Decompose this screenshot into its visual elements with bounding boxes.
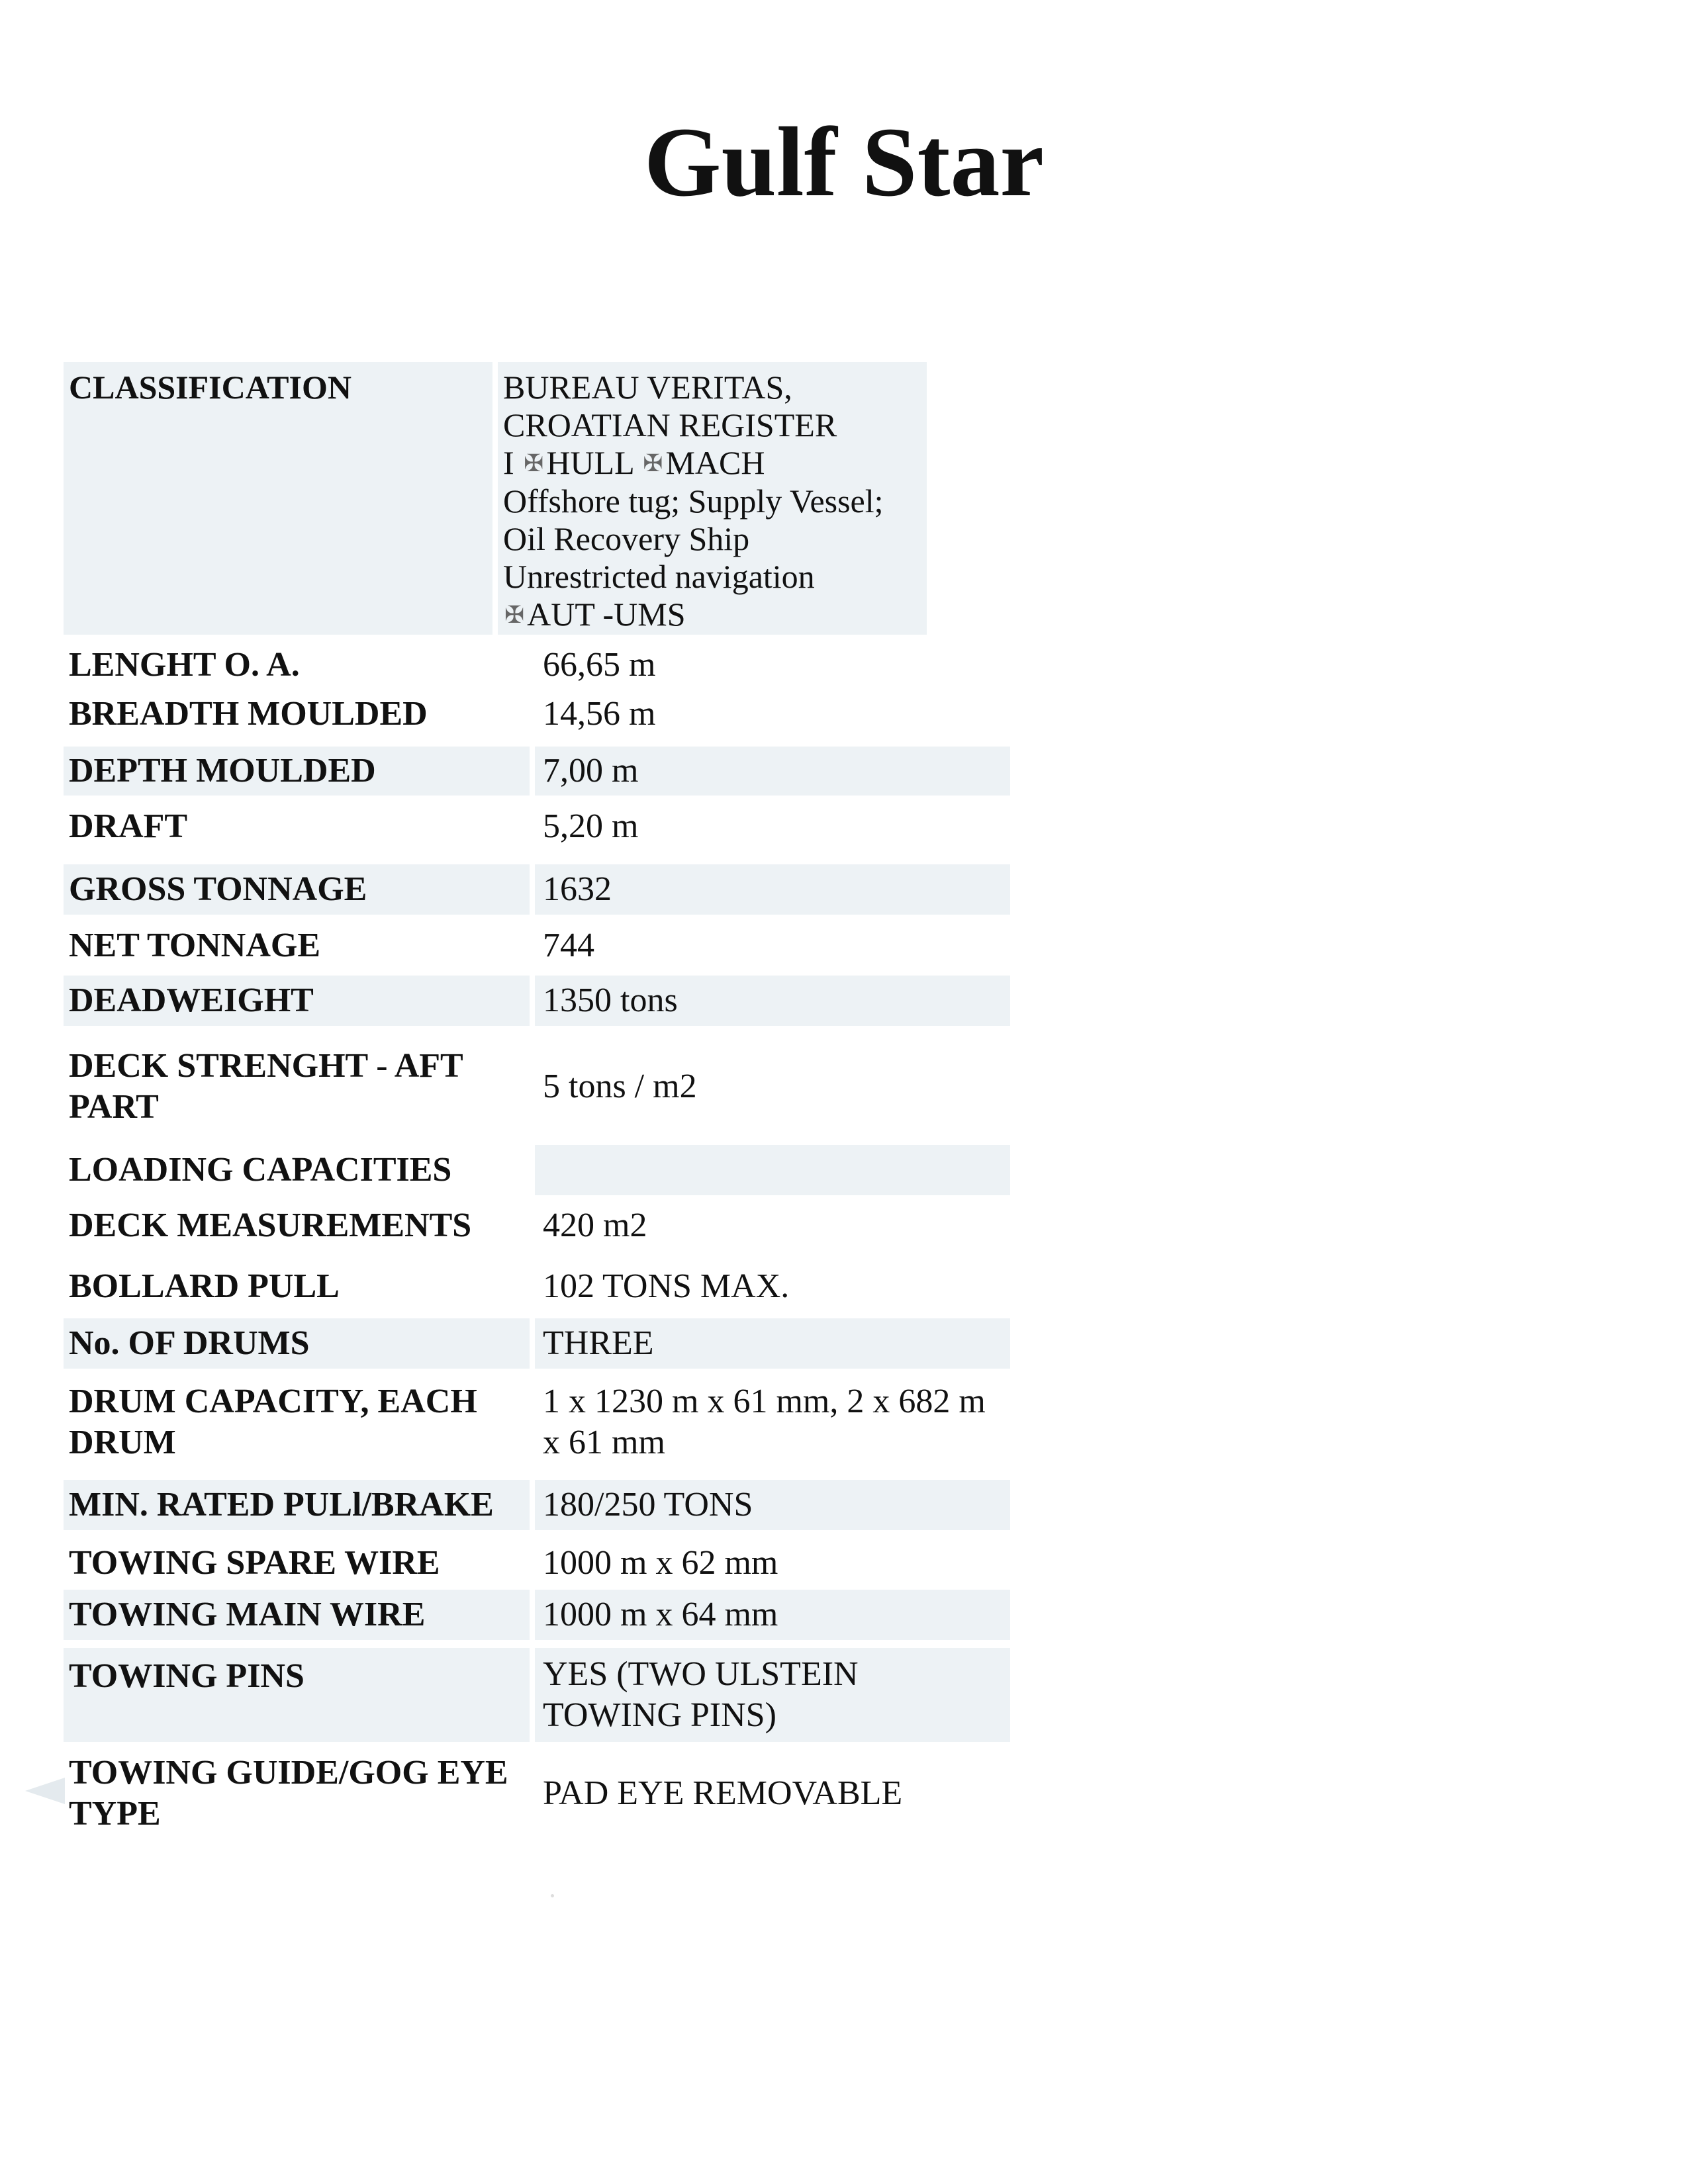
spec-value-cell <box>535 1318 1010 1369</box>
classification-line-text: CROATIAN REGISTER <box>503 406 837 443</box>
spec-row-gross-tonnage <box>64 864 1010 915</box>
classification-line-text: BUREAU VERITAS, <box>503 369 792 406</box>
classification-label-cell <box>64 362 492 635</box>
spec-value: 102 TONS MAX. <box>543 1267 790 1305</box>
spec-label: LOADING CAPACITIES <box>69 1151 452 1189</box>
spec-row-deck-measurements <box>64 1201 1010 1251</box>
classification-line <box>503 482 884 520</box>
spec-label: LENGHT O. A. <box>69 646 300 684</box>
spec-row-drums <box>64 1318 1010 1369</box>
spec-label: TOWING SPARE WIRE <box>69 1544 440 1582</box>
spec-value: 1632 <box>543 870 612 908</box>
page-title: Gulf Star <box>643 107 1045 217</box>
spec-label: BOLLARD PULL <box>69 1267 340 1305</box>
spec-value: 1350 tons <box>543 981 678 1019</box>
maltese-cross-icon: ✠ <box>643 450 663 477</box>
spec-value-cell <box>535 1145 1010 1195</box>
spec-value-cell <box>535 1590 1010 1640</box>
spec-row-spare-wire <box>64 1538 1010 1588</box>
spec-label-cell <box>64 1261 530 1312</box>
spec-value-cell <box>535 1538 1010 1588</box>
spec-row-drum-capacity <box>64 1374 1010 1471</box>
classification-label: CLASSIFICATION <box>69 369 352 406</box>
maltese-cross-icon: ✠ <box>504 602 525 628</box>
spec-label-cell <box>64 864 530 915</box>
left-arrow-icon <box>25 1778 65 1804</box>
spec-label-cell <box>64 1318 530 1369</box>
spec-label: TOWING PINS <box>69 1657 305 1695</box>
spec-value: 744 <box>543 927 594 964</box>
classification-line <box>503 520 884 558</box>
spec-value: 180/250 TONS <box>543 1486 753 1524</box>
classification-line-text: HULL <box>546 444 642 481</box>
classification-line <box>503 369 884 406</box>
spec-label-cell <box>64 802 530 851</box>
spec-label-cell <box>64 1590 530 1640</box>
stray-mark <box>551 1894 554 1897</box>
classification-value <box>503 369 884 634</box>
classification-line-text: I <box>503 444 523 481</box>
spec-row-deck-strength <box>64 1038 1010 1136</box>
spec-value: 1 x 1230 m x 61 mm, 2 x 682 m x 61 mm <box>543 1383 986 1461</box>
spec-value-cell <box>535 1648 1010 1742</box>
spec-label-cell <box>64 1648 530 1742</box>
spec-value: 1000 m x 64 mm <box>543 1596 778 1633</box>
spec-label-cell <box>64 1480 530 1530</box>
spec-label-cell <box>64 1747 530 1840</box>
classification-line-text: Offshore tug; Supply Vessel; <box>503 482 884 520</box>
spec-row-draft <box>64 802 1010 851</box>
maltese-cross-icon: ✠ <box>524 450 544 477</box>
classification-line <box>503 406 884 444</box>
spec-label: DRUM CAPACITY, EACH DRUM <box>69 1383 477 1461</box>
classification-line-text: AUT -UMS <box>527 596 686 633</box>
classification-row <box>64 362 927 635</box>
spec-row-net-tonnage <box>64 921 1010 970</box>
spec-value-cell <box>535 1480 1010 1530</box>
spec-value-cell <box>535 976 1010 1026</box>
spec-label: NET TONNAGE <box>69 927 321 964</box>
classification-line-text: Unrestricted navigation <box>503 558 815 595</box>
spec-label: DECK MEASUREMENTS <box>69 1206 472 1244</box>
classification-line <box>503 596 884 634</box>
spec-label: TOWING GUIDE/GOG EYE TYPE <box>69 1754 508 1833</box>
spec-value: 7,00 m <box>543 752 639 790</box>
spec-value: 66,65 m <box>543 646 656 684</box>
spec-row-towing-guide <box>64 1747 1010 1840</box>
spec-value: 5 tons / m2 <box>543 1068 697 1105</box>
spec-row-deadweight <box>64 976 1010 1026</box>
spec-row-rated-pull-brake <box>64 1480 1010 1530</box>
spec-label: DECK STRENGHT - AFT PART <box>69 1047 463 1126</box>
spec-value: 420 m2 <box>543 1206 647 1244</box>
spec-label-cell <box>64 1145 530 1195</box>
spec-label: DRAFT <box>69 807 188 845</box>
spec-value-cell <box>535 1038 1010 1136</box>
spec-row-main-wire <box>64 1590 1010 1640</box>
spec-label-cell <box>64 690 530 739</box>
spec-label: DEADWEIGHT <box>69 981 314 1019</box>
spec-value-cell <box>535 690 1010 739</box>
spec-value-cell <box>535 864 1010 915</box>
spec-label-cell <box>64 1374 530 1471</box>
spec-row-depth <box>64 747 1010 796</box>
spec-value: 1000 m x 62 mm <box>543 1544 778 1582</box>
spec-value-cell <box>535 921 1010 970</box>
spec-label: No. OF DRUMS <box>69 1324 310 1362</box>
spec-label: MIN. RATED PULl/BRAKE <box>69 1486 494 1524</box>
spec-label: GROSS TONNAGE <box>69 870 367 908</box>
spec-row-bollard-pull <box>64 1261 1010 1312</box>
spec-label-cell <box>64 641 530 690</box>
classification-line <box>503 444 884 482</box>
spec-label-cell <box>64 1538 530 1588</box>
spec-value: YES (TWO ULSTEIN TOWING PINS) <box>543 1655 859 1734</box>
spec-value-cell <box>535 1374 1010 1471</box>
spec-row-towing-pins <box>64 1648 1010 1742</box>
spec-value-cell <box>535 1201 1010 1251</box>
spec-value: THREE <box>543 1324 654 1362</box>
spec-row-loading-capacities <box>64 1145 1010 1195</box>
spec-value: 14,56 m <box>543 695 656 733</box>
spec-label-cell <box>64 1201 530 1251</box>
spec-label-cell <box>64 921 530 970</box>
classification-line-text: Oil Recovery Ship <box>503 520 750 557</box>
classification-value-cell <box>498 362 927 635</box>
spec-value: 5,20 m <box>543 807 639 845</box>
classification-line-text: MACH <box>665 444 765 481</box>
spec-value: PAD EYE REMOVABLE <box>543 1774 903 1812</box>
spec-value-cell <box>535 1261 1010 1312</box>
spec-label: DEPTH MOULDED <box>69 752 376 790</box>
spec-label-cell <box>64 976 530 1026</box>
spec-value-cell <box>535 641 1010 690</box>
spec-row-length <box>64 641 1010 690</box>
spec-value-cell <box>535 747 1010 796</box>
spec-label-cell <box>64 747 530 796</box>
spec-row-breadth <box>64 690 1010 739</box>
spec-label: BREADTH MOULDED <box>69 695 428 733</box>
classification-line <box>503 558 884 596</box>
spec-value-cell <box>535 802 1010 851</box>
spec-label-cell <box>64 1038 530 1136</box>
spec-value-cell <box>535 1747 1010 1840</box>
spec-label: TOWING MAIN WIRE <box>69 1596 426 1633</box>
